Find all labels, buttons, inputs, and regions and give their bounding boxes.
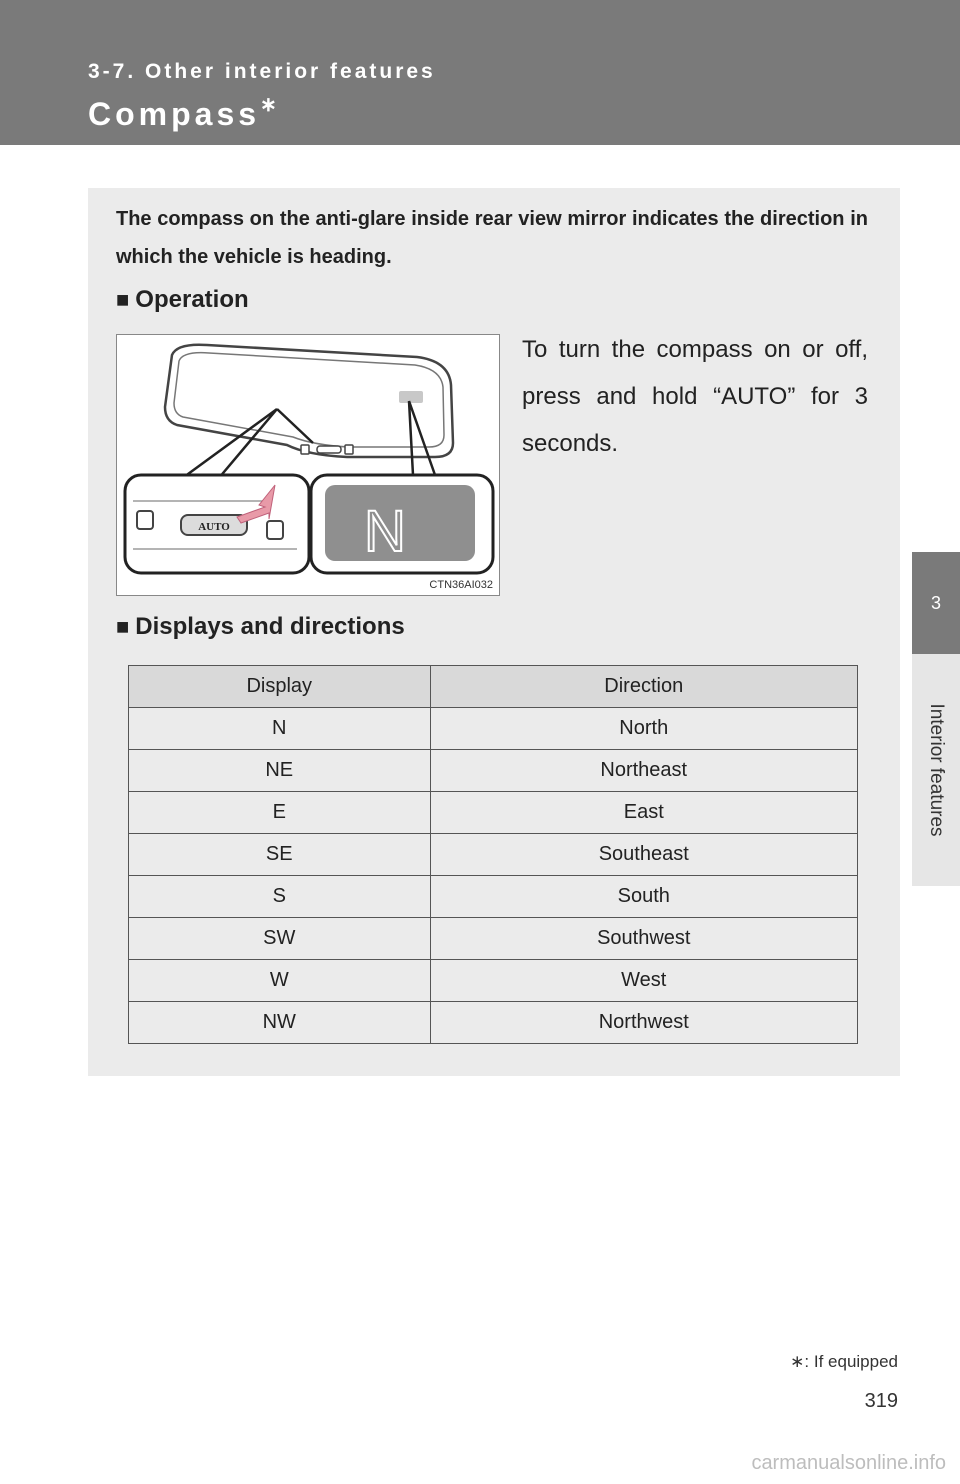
table-row	[129, 834, 858, 876]
direction-cell: Northwest	[430, 1002, 857, 1044]
direction-cell: South	[430, 876, 857, 918]
column-header: Direction	[430, 666, 857, 708]
table-row	[129, 876, 858, 918]
direction-cell: North	[430, 708, 857, 750]
page-title-text: Compass	[88, 96, 261, 132]
left-button-icon	[137, 511, 153, 529]
direction-cell: Southwest	[430, 918, 857, 960]
intro-text: The compass on the anti-glare inside rear view mirror indicates the direction in which the vehicle is heading.	[116, 208, 868, 268]
operation-heading	[116, 286, 249, 314]
mirror-display-window	[399, 391, 423, 403]
direction-cell: West	[430, 960, 857, 1002]
mirror-drawing	[117, 335, 501, 597]
display-cell: W	[129, 960, 431, 1002]
column-header: Display	[129, 666, 431, 708]
right-button-icon	[267, 521, 283, 539]
table-row	[129, 792, 858, 834]
operation-heading-text: Operation	[135, 286, 249, 313]
page-header	[0, 0, 960, 145]
mirror-illustration	[116, 334, 500, 596]
table-row	[129, 918, 858, 960]
chapter-tab-number[interactable]: 3	[912, 552, 960, 654]
directions-table	[128, 665, 858, 1044]
direction-cell: East	[430, 792, 857, 834]
page-number: 319	[864, 1390, 898, 1412]
display-cell: N	[129, 708, 431, 750]
table-row	[129, 750, 858, 792]
mirror-small-auto-button	[317, 446, 341, 453]
mirror-small-button-right	[345, 445, 353, 454]
displays-heading	[116, 613, 405, 641]
displays-heading-text: Displays and directions	[135, 613, 405, 640]
display-cell: NE	[129, 750, 431, 792]
table-row	[129, 1002, 858, 1044]
display-letter: N	[364, 499, 406, 564]
table-row	[129, 708, 858, 750]
page-title	[88, 92, 277, 133]
footnote: ∗: If equipped	[790, 1352, 898, 1371]
display-cell: NW	[129, 1002, 431, 1044]
section-label: 3-7. Other interior features	[88, 60, 436, 83]
watermark[interactable]: carmanualsonline.info	[751, 1452, 946, 1474]
title-asterisk: ∗	[260, 94, 277, 116]
mirror-small-button-left	[301, 445, 309, 454]
display-cell: SE	[129, 834, 431, 876]
display-cell: S	[129, 876, 431, 918]
table-header-row	[129, 666, 858, 708]
display-cell: SW	[129, 918, 431, 960]
display-cell: E	[129, 792, 431, 834]
bullet-square-icon: ■	[116, 287, 130, 312]
chapter-tab-label: Interior features	[926, 703, 947, 837]
chapter-tab[interactable]	[912, 654, 960, 886]
auto-button-label: AUTO	[198, 521, 230, 533]
direction-cell: Northeast	[430, 750, 857, 792]
bullet-square-icon: ■	[116, 614, 130, 639]
figure-code: CTN36AI032	[429, 579, 493, 591]
direction-cell: Southeast	[430, 834, 857, 876]
table-row	[129, 960, 858, 1002]
operation-instruction: To turn the compass on or off, press and hold “AUTO” for 3 seconds.	[522, 336, 868, 457]
